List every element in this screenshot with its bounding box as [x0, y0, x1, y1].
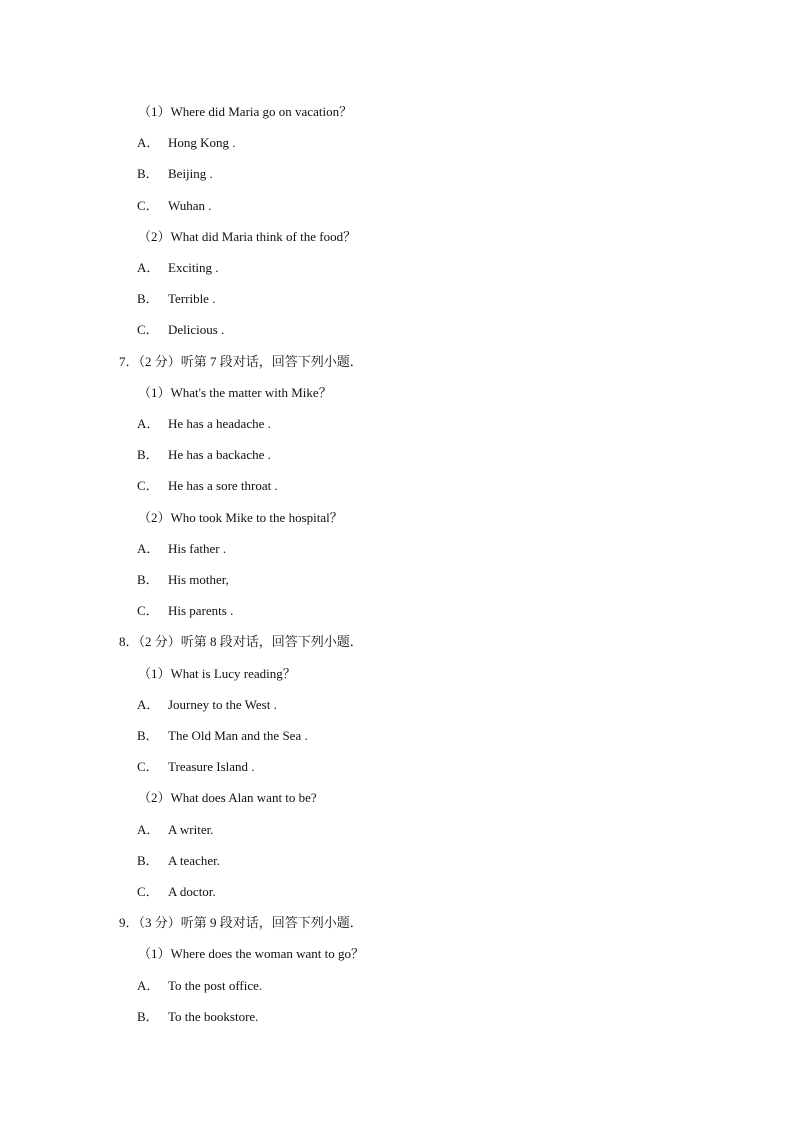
option-letter: A． [137, 541, 160, 556]
option-text: His father . [168, 541, 227, 556]
answer-option [137, 572, 229, 588]
answer-option [137, 759, 255, 775]
option-letter: B． [137, 728, 159, 743]
option-text: Delicious . [168, 322, 225, 337]
sub-question: （1）Where did Maria go on vacation？ [138, 104, 353, 119]
sub-question: （2）Who took Mike to the hospital？ [138, 510, 343, 525]
option-letter: B． [137, 853, 159, 868]
answer-option [137, 478, 278, 494]
option-letter: A． [137, 135, 160, 150]
option-letter: C． [137, 198, 159, 213]
answer-option [137, 978, 262, 994]
option-letter: B． [137, 166, 159, 181]
answer-option [137, 322, 224, 338]
option-letter: C． [137, 478, 159, 493]
option-letter: A． [137, 822, 160, 837]
question-heading: 9．（3 分）听第 9 段对话，回答下列小题． [119, 915, 363, 930]
option-letter: B． [137, 447, 159, 462]
option-text: His parents . [168, 603, 234, 618]
option-text: Exciting . [168, 260, 219, 275]
answer-option [137, 603, 233, 619]
option-letter: C． [137, 884, 159, 899]
sub-question: （1）Where does the woman want to go？ [138, 946, 365, 961]
sub-question: （1）What is Lucy reading？ [138, 666, 296, 681]
option-letter: A． [137, 260, 160, 275]
option-letter: C． [137, 603, 159, 618]
option-text: A writer. [168, 822, 214, 837]
option-letter: C． [137, 759, 159, 774]
answer-option [137, 198, 212, 214]
option-text: To the post office. [168, 978, 263, 993]
option-text: The Old Man and the Sea . [168, 728, 308, 743]
answer-option [137, 541, 226, 557]
option-text: He has a backache . [168, 447, 271, 462]
option-text: Beijing . [168, 166, 213, 181]
option-text: Terrible . [168, 291, 216, 306]
question-heading: 8．（2 分）听第 8 段对话，回答下列小题． [119, 634, 363, 649]
answer-option [137, 822, 214, 838]
answer-option [137, 884, 216, 900]
option-text: Journey to the West . [168, 697, 277, 712]
option-text: Treasure Island . [168, 759, 255, 774]
option-text: Wuhan . [168, 198, 212, 213]
answer-option [137, 853, 220, 869]
option-text: A doctor. [168, 884, 216, 899]
sub-question: （1）What's the matter with Mike？ [138, 385, 332, 400]
sub-question: （2）What did Maria think of the food？ [138, 229, 357, 244]
sub-question: （2）What does Alan want to be? [138, 790, 317, 805]
answer-option [137, 260, 219, 276]
option-letter: A． [137, 416, 160, 431]
answer-option [137, 697, 277, 713]
option-text: His mother, [168, 572, 229, 587]
option-text: He has a sore throat . [168, 478, 278, 493]
option-text: A teacher. [168, 853, 220, 868]
option-text: To the bookstore. [168, 1009, 259, 1024]
option-letter: A． [137, 978, 160, 993]
option-letter: B． [137, 572, 159, 587]
option-letter: B． [137, 291, 159, 306]
question-heading: 7．（2 分）听第 7 段对话，回答下列小题． [119, 354, 363, 369]
option-letter: B． [137, 1009, 159, 1024]
option-letter: A． [137, 697, 160, 712]
answer-option [137, 291, 215, 307]
option-text: He has a headache . [168, 416, 271, 431]
answer-option [137, 447, 271, 463]
answer-option [137, 135, 236, 151]
answer-option [137, 416, 271, 432]
answer-option [137, 728, 308, 744]
option-letter: C． [137, 322, 159, 337]
answer-option [137, 166, 213, 182]
answer-option [137, 1009, 258, 1025]
option-text: Hong Kong . [168, 135, 236, 150]
